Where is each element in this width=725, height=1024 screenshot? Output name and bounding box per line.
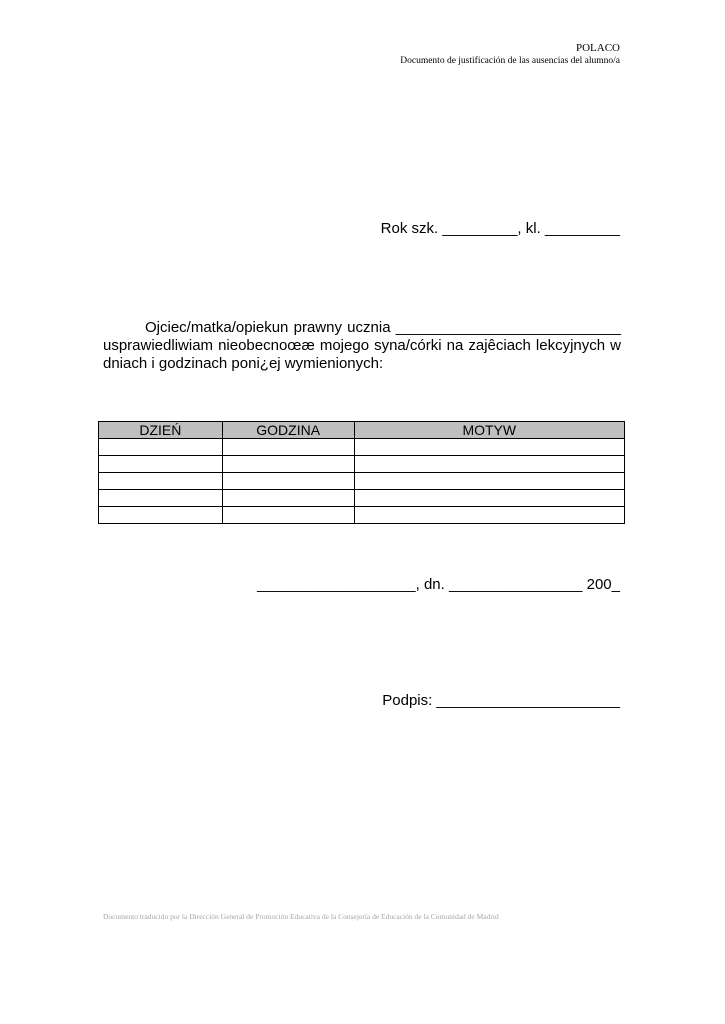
language-label: POLACO <box>575 42 620 54</box>
hour-cell[interactable] <box>222 456 354 473</box>
reason-cell[interactable] <box>354 507 624 524</box>
justification-paragraph <box>103 319 621 373</box>
paragraph-line-3: dniach i godzinach poni¿ej wymienionych: <box>103 355 384 372</box>
paragraph-line-1: Ojciec/matka/opiekun prawny ucznia ___________________________ <box>145 319 621 336</box>
table-row <box>99 456 625 473</box>
table-row <box>99 507 625 524</box>
signature-line: Podpis: ______________________ <box>382 692 620 709</box>
column-header-reason: MOTYW <box>354 422 624 439</box>
reason-cell[interactable] <box>354 456 624 473</box>
school-year-line: Rok szk. _________, kl. _________ <box>380 220 620 237</box>
hour-cell[interactable] <box>222 490 354 507</box>
day-cell[interactable] <box>99 473 223 490</box>
footer-note: Documento traducido por la Dirección General de Promoción Educativa de la Consejería de Educación de la Comunidad de Madrid <box>103 912 499 921</box>
table-row <box>99 473 625 490</box>
column-header-hour: GODZINA <box>222 422 354 439</box>
hour-cell[interactable] <box>222 439 354 456</box>
hour-cell[interactable] <box>222 473 354 490</box>
document-subtitle: Documento de justificación de las ausencias del alumno/a <box>400 56 620 66</box>
day-cell[interactable] <box>99 490 223 507</box>
document-header <box>400 42 620 68</box>
day-cell[interactable] <box>99 439 223 456</box>
absence-table <box>98 421 625 524</box>
hour-cell[interactable] <box>222 507 354 524</box>
place-date-line: ___________________, dn. ________________ 200_ <box>257 576 620 593</box>
table-header-row <box>99 422 625 439</box>
reason-cell[interactable] <box>354 473 624 490</box>
table-row <box>99 439 625 456</box>
reason-cell[interactable] <box>354 439 624 456</box>
table-row <box>99 490 625 507</box>
paragraph-line-2: usprawiedliwiam nieobecnoœæ mojego syna/córki na zajêciach lekcyjnych w <box>103 337 621 354</box>
column-header-day: DZIEŃ <box>99 422 223 439</box>
day-cell[interactable] <box>99 507 223 524</box>
reason-cell[interactable] <box>354 490 624 507</box>
day-cell[interactable] <box>99 456 223 473</box>
